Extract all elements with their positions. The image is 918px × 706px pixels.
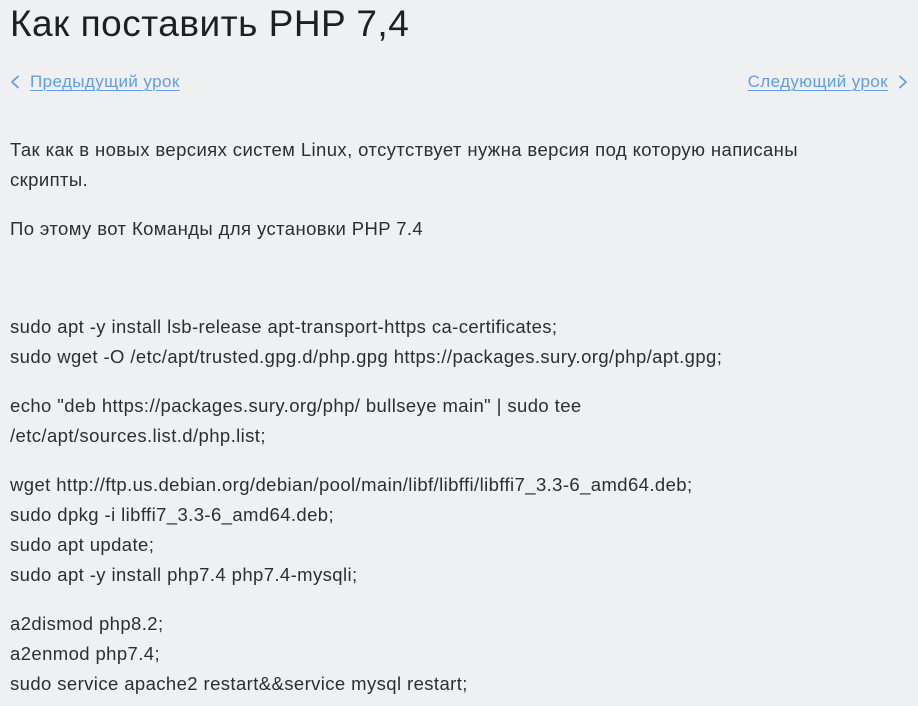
code-line: wget http://ftp.us.debian.org/debian/pool/main/libf/libffi/libffi7_3.3-6_amd64.deb; (10, 474, 693, 495)
code-block-apt-install (10, 312, 908, 372)
prev-lesson-label: Предыдущий урок (30, 72, 180, 91)
next-lesson-label: Следующий урок (747, 72, 888, 91)
chevron-right-icon (898, 75, 908, 89)
page-title: Как поставить PHP 7,4 (10, 3, 410, 44)
code-line: sudo dpkg -i libffi7_3.3-6_amd64.deb; (10, 504, 335, 525)
code-line: sudo apt update; (10, 534, 155, 555)
empty-line (10, 263, 908, 293)
code-line: a2enmod php7.4; (10, 643, 161, 664)
paragraph-intro (10, 135, 908, 195)
code-line: sudo apt -y install lsb-release apt-transport-https ca-certificates; (10, 316, 558, 337)
prev-lesson-link[interactable] (10, 72, 180, 92)
next-lesson-link[interactable] (748, 72, 908, 92)
lesson-content (10, 135, 908, 699)
lesson-nav (10, 72, 908, 92)
code-block-apache-restart (10, 609, 908, 699)
code-line: /etc/apt/sources.list.d/php.list; (10, 425, 266, 446)
code-line: a2dismod php8.2; (10, 613, 164, 634)
text-line: скрипты. (10, 169, 89, 190)
code-line: sudo wget -O /etc/apt/trusted.gpg.d/php.gpg https://packages.sury.org/php/apt.gpg; (10, 346, 723, 367)
paragraph-commands-note (10, 214, 908, 244)
code-line: echo "deb https://packages.sury.org/php/ bullseye main" | sudo tee (10, 395, 582, 416)
code-line: sudo service apache2 restart&&service mysql restart; (10, 673, 468, 694)
code-line: sudo apt -y install php7.4 php7.4-mysqli; (10, 564, 358, 585)
code-block-echo-repo (10, 391, 908, 451)
chevron-left-icon (10, 75, 20, 89)
code-block-libffi-php (10, 470, 908, 590)
text-line: Так как в новых версиях систем Linux, отсутствует нужна версия под которую написаны (10, 139, 798, 160)
text-line: По этому вот Команды для установки PHP 7.4 (10, 218, 424, 239)
